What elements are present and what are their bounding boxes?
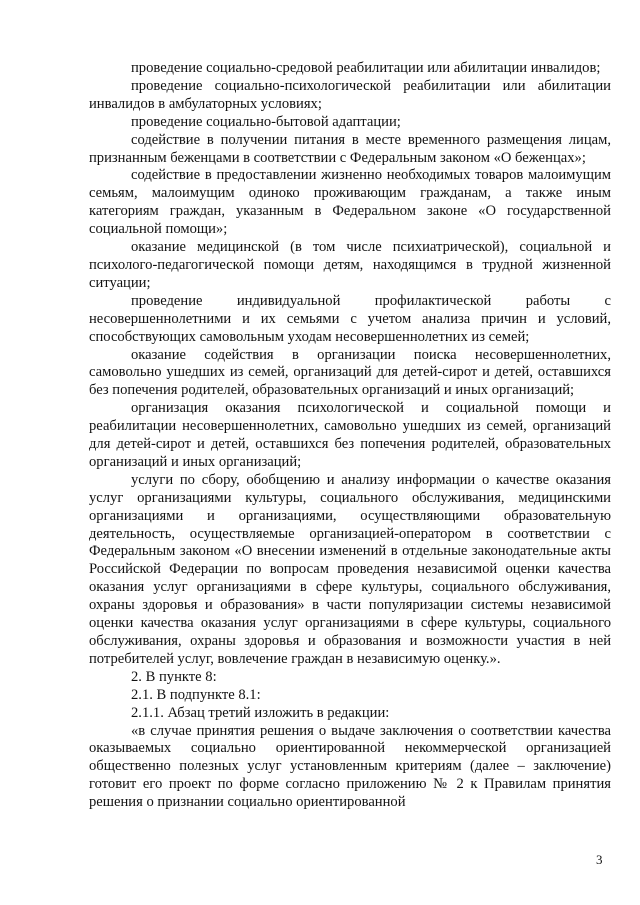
page-number: 3: [596, 852, 603, 867]
paragraph-2: проведение социально-психологической реабилитации или абилитации инвалидов в амбулаторных условиях;: [89, 77, 611, 112]
paragraph-6: оказание медицинской (в том числе психиатрической), социальной и психолого-педагогической помощи детям, находящимся в трудной жизненной ситуации;: [89, 239, 611, 291]
paragraph-4: содействие в получении питания в месте временного размещения лицам, признанным беженцами в соответствии с Федеральным законом «О беженцах»;: [89, 131, 611, 166]
paragraph-12: 2.1. В подпункте 8.1:: [131, 686, 261, 703]
paragraph-14: «в случае принятия решения о выдаче заключения о соответствии качества оказываемых социально ориентированной некоммерческой организацией общественно полезных услуг установленным критериям (далее – заключение) готовит его проект по форме согласно приложению № 2 к Правилам принятия решения о признании социально ориентированной: [89, 722, 611, 811]
body-text: [89, 60, 611, 812]
paragraph-8: оказание содействия в организации поиска несовершеннолетних, самовольно ушедших из семей, организаций для детей-сирот и детей, оставшихся без попечения родителей, образовательных организаций и иных организаций;: [89, 346, 611, 399]
paragraph-9: организация оказания психологической и социальной помощи и реабилитации несовершеннолетних, самовольно ушедших из семей, организаций для детей-сирот и детей, оставшихся без попечения родителей, образовательных организаций и иных организаций;: [89, 400, 611, 470]
paragraph-7: проведение индивидуальной профилактической работы с несовершеннолетними и их семьями с учетом анализа причин и условий, способствующих самовольным уходам несовершеннолетних из семей;: [89, 292, 611, 345]
paragraph-11: 2. В пункте 8:: [131, 668, 217, 685]
paragraph-13: 2.1.1. Абзац третий изложить в редакции:: [131, 704, 390, 721]
paragraph-1: проведение социально-средовой реабилитации или абилитации инвалидов;: [131, 60, 601, 76]
paragraph-5: содействие в предоставлении жизненно необходимых товаров малоимущим семьям, малоимущим одиноко проживающим гражданам, а также иным категориям граждан, указанным в Федеральном законе «О государственной социальной помощи»;: [89, 167, 611, 238]
paragraph-10: услуги по сбору, обобщению и анализу информации о качестве оказания услуг организациями культуры, социального обслуживания, медицинскими организациями и организациями, осуществляющими образовательную деятельность, осуществляемые организацией-оператором в соответствии с Федеральным законом «О внесении изменений в отдельные законодательные акты Российской Федерации по вопросам проведения независимой оценки качества оказания услуг организациями в сфере культуры, социального обслуживания, охраны здоровья и образования» в части популяризации системы независимой оценки качества оказания услуг организациями в сфере культуры, социального обслуживания, охраны здоровья и образования и возможности участия в ней потребителей услуг, вовлечение граждан в независимую оценку.».: [89, 471, 611, 667]
paragraph-3: проведение социально-бытовой адаптации;: [131, 113, 401, 130]
